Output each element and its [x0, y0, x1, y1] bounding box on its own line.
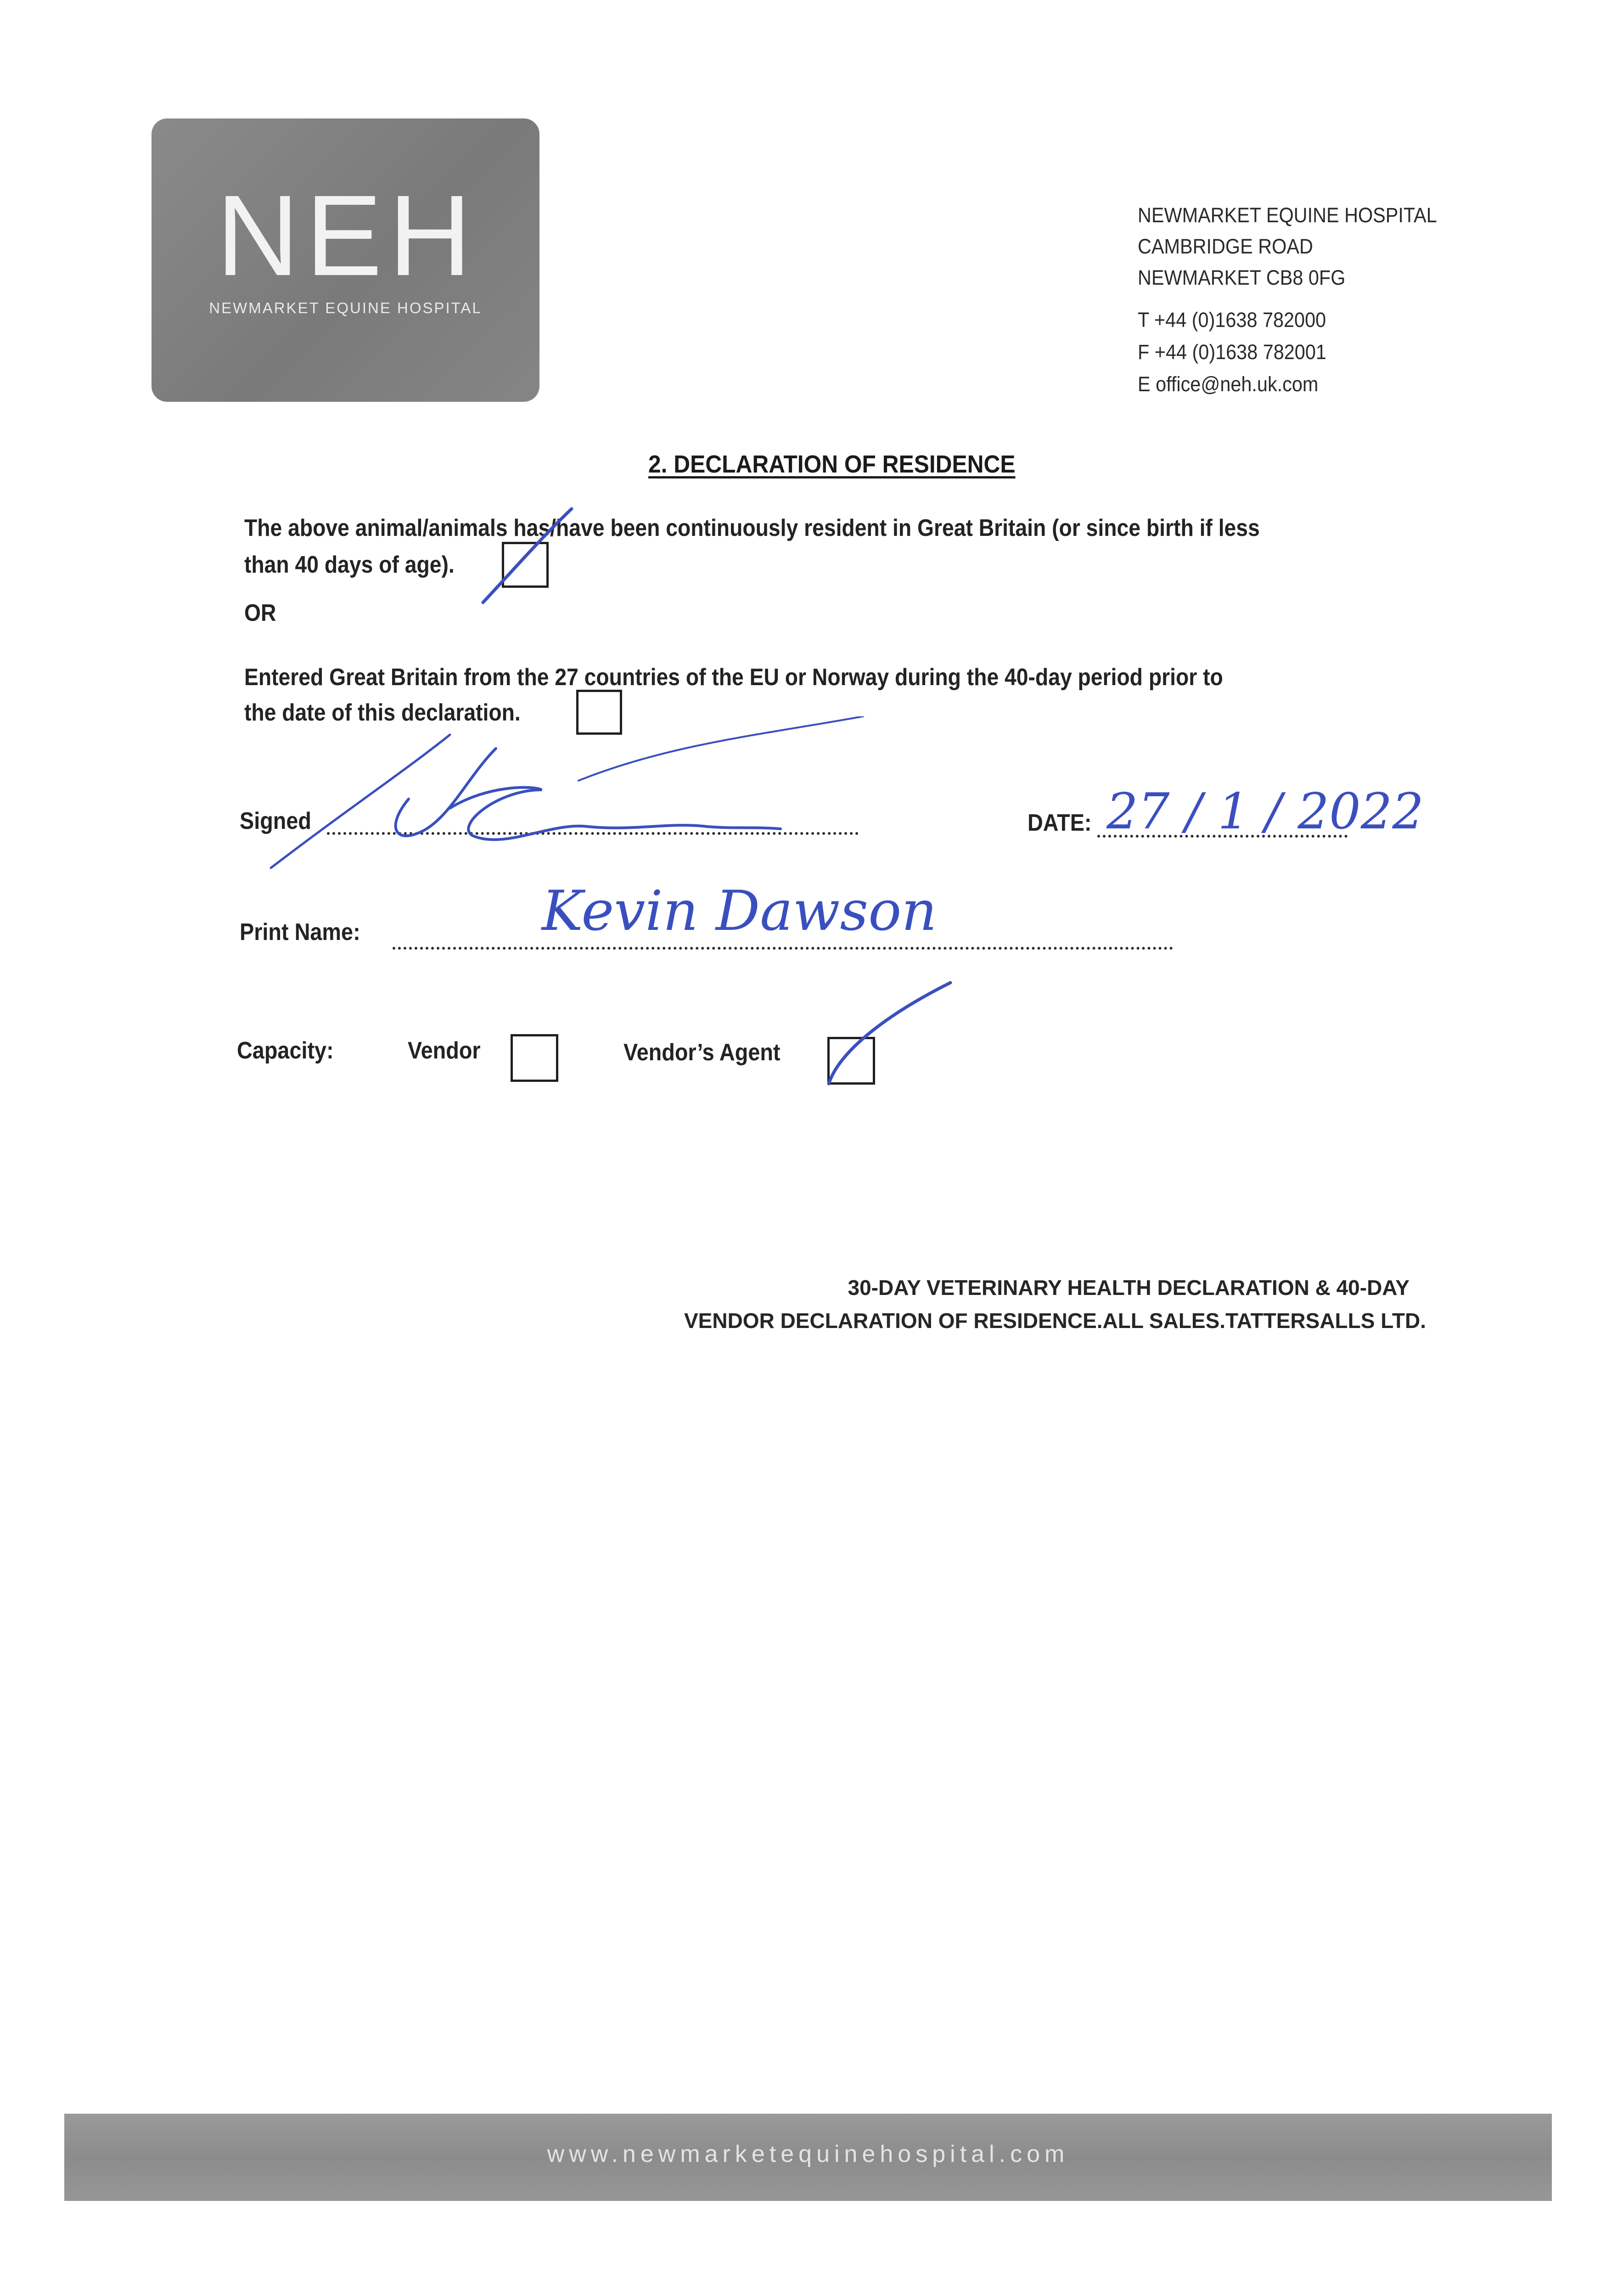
section-title: 2. DECLARATION OF RESIDENCE [648, 450, 1016, 478]
address-line: CAMBRIDGE ROAD [1138, 235, 1313, 258]
print-name-value: Kevin Dawson [542, 879, 937, 943]
capacity-label: Capacity: [237, 1037, 334, 1064]
vendor-checkbox[interactable] [511, 1034, 558, 1082]
address-line: NEWMARKET CB8 0FG [1138, 266, 1346, 289]
print-name-line [393, 947, 1173, 950]
option1-text-line2: than 40 days of age). [244, 551, 455, 578]
logo-subtitle: NEWMARKET EQUINE HOSPITAL [209, 299, 482, 316]
website-link[interactable]: www.newmarketequinehospital.com [547, 2141, 1069, 2167]
date-value: 27 / 1 / 2022 [1106, 783, 1424, 840]
vendors-agent-check-mark [822, 980, 955, 1091]
footer-note-line2: VENDOR DECLARATION OF RESIDENCE.ALL SALES.TATTERSALLS LTD. [684, 1309, 1426, 1333]
address-block [1138, 200, 1518, 293]
website-bar [64, 2114, 1552, 2201]
address-line: NEWMARKET EQUINE HOSPITAL [1138, 203, 1437, 227]
signed-label: Signed [240, 808, 312, 834]
phone-number: T +44 (0)1638 782000 [1138, 308, 1326, 332]
date-label: DATE: [1028, 810, 1092, 836]
option1-check-mark [477, 505, 578, 611]
contact-block [1138, 304, 1518, 400]
print-name-label: Print Name: [240, 919, 360, 945]
footer-note-line1: 30-DAY VETERINARY HEALTH DECLARATION & 40-DAY [848, 1276, 1410, 1300]
vendors-agent-label: Vendor’s Agent [623, 1039, 781, 1066]
email-address: E office@neh.uk.com [1138, 372, 1319, 396]
footer-note [684, 1271, 1426, 1337]
option2-text-line1: Entered Great Britain from the 27 countries of the EU or Norway during the 40-day period prior to [244, 664, 1223, 691]
or-label: OR [244, 600, 276, 626]
vendor-label: Vendor [408, 1037, 481, 1064]
option1-text-line1: The above animal/animals has/have been continuously resident in Great Britain (or since birth if less [244, 515, 1260, 541]
fax-number: F +44 (0)1638 782001 [1138, 340, 1326, 364]
hospital-logo [152, 118, 539, 402]
signature-drawing [257, 716, 882, 882]
logo-mark: NEH [216, 171, 478, 299]
option2-text-line2: the date of this declaration. [244, 699, 521, 726]
